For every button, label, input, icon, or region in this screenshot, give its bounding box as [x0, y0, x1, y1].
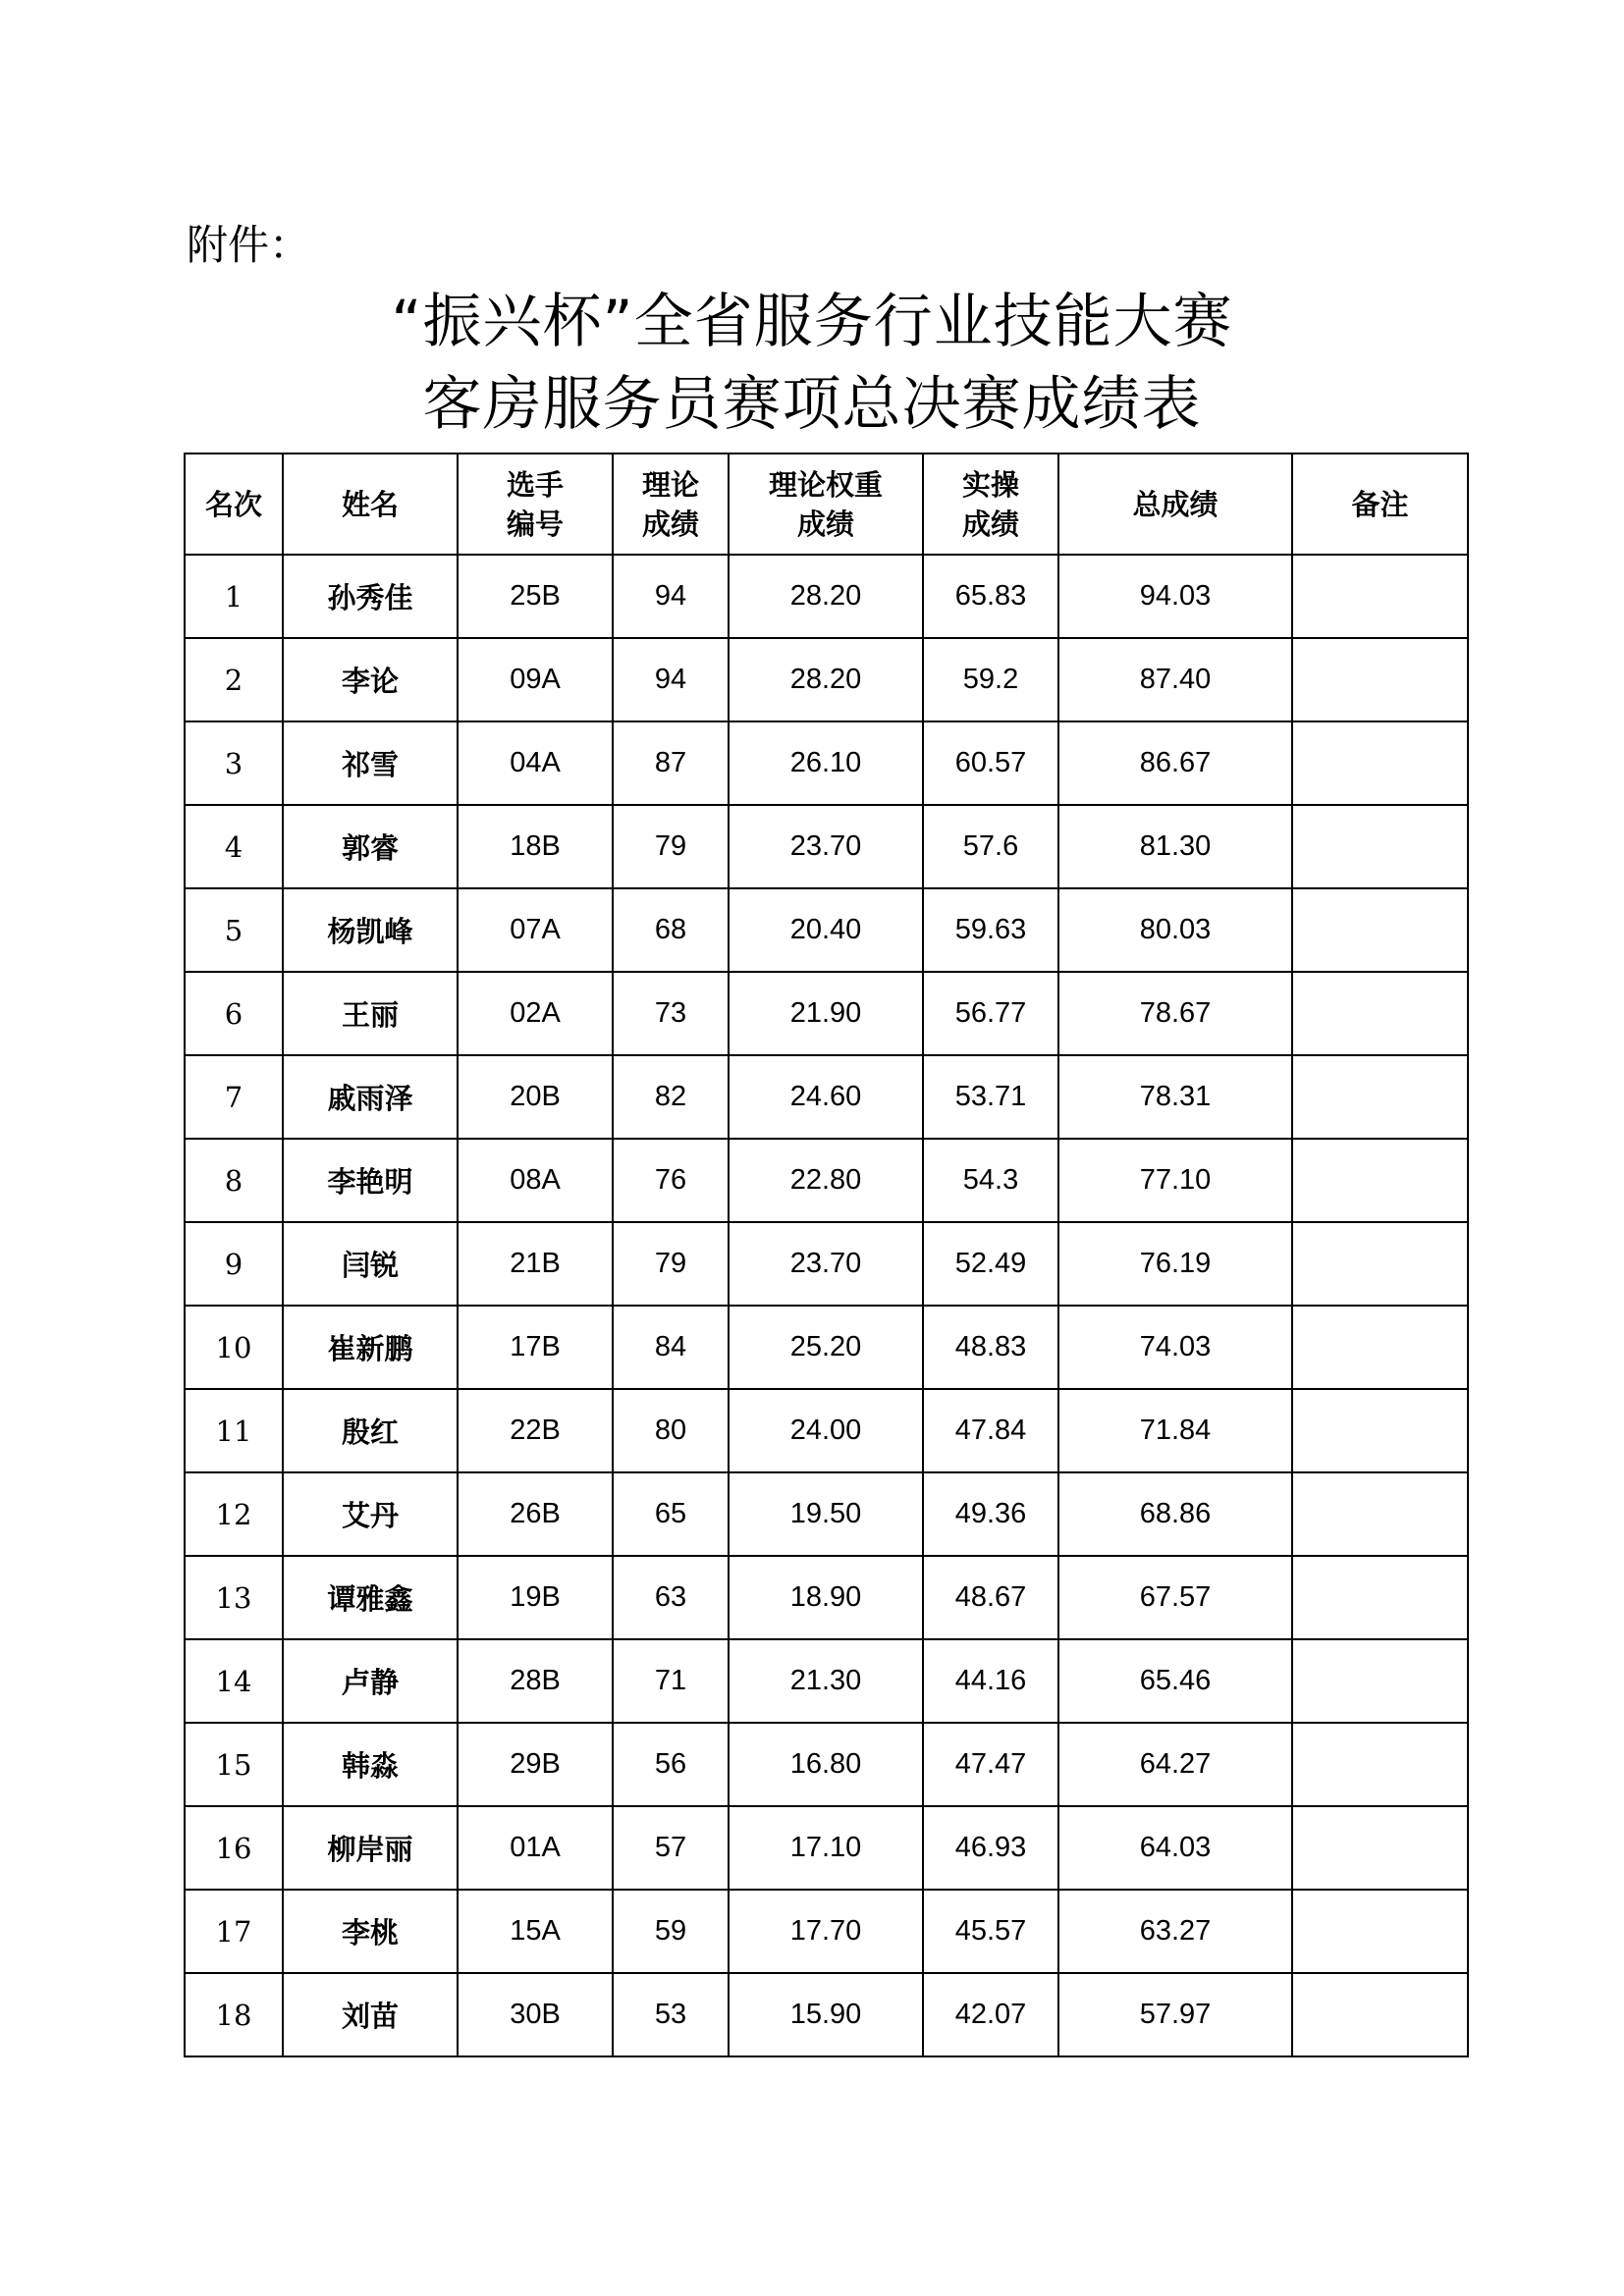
practical-score-cell: 65.83: [923, 555, 1058, 638]
document-title-line-2: 客房服务员赛项总决赛成绩表: [422, 370, 1202, 439]
weighted-score-cell: 24.60: [729, 1055, 923, 1139]
theory-score-cell: 63: [613, 1556, 729, 1639]
remarks-cell: [1292, 1472, 1468, 1556]
total-score-cell: 94.03: [1058, 555, 1292, 638]
remarks-cell: [1292, 1139, 1468, 1222]
total-score-cell: 64.27: [1058, 1723, 1292, 1806]
name-cell: 闫锐: [283, 1222, 458, 1306]
weighted-score-cell: 26.10: [729, 721, 923, 805]
total-score-cell: 71.84: [1058, 1389, 1292, 1472]
remarks-cell: [1292, 1055, 1468, 1139]
rank-cell: 14: [185, 1639, 283, 1723]
theory-score-cell: 76: [613, 1139, 729, 1222]
remarks-cell: [1292, 1890, 1468, 1973]
remarks-cell: [1292, 972, 1468, 1055]
table-row: [185, 1222, 1468, 1306]
practical-score-cell: 57.6: [923, 805, 1058, 888]
rank-cell: 8: [185, 1139, 283, 1222]
table-row: [185, 972, 1468, 1055]
table-row: [185, 555, 1468, 638]
name-cell: 李论: [283, 638, 458, 721]
weighted-score-cell: 23.70: [729, 1222, 923, 1306]
theory-score-cell: 59: [613, 1890, 729, 1973]
rank-cell: 2: [185, 638, 283, 721]
total-score-cell: 87.40: [1058, 638, 1292, 721]
remarks-cell: [1292, 555, 1468, 638]
rank-cell: 15: [185, 1723, 283, 1806]
theory-score-cell: 65: [613, 1472, 729, 1556]
rank-cell: 1: [185, 555, 283, 638]
weighted-score-cell: 20.40: [729, 888, 923, 972]
table-row: [185, 721, 1468, 805]
remarks-cell: [1292, 1306, 1468, 1389]
theory-score-cell: 79: [613, 1222, 729, 1306]
table-row: [185, 1306, 1468, 1389]
contestant-id-cell: 28B: [458, 1639, 613, 1723]
remarks-cell: [1292, 805, 1468, 888]
practical-score-cell: 53.71: [923, 1055, 1058, 1139]
weighted-score-cell: 17.70: [729, 1890, 923, 1973]
remarks-cell: [1292, 1556, 1468, 1639]
name-cell: 刘苗: [283, 1973, 458, 2056]
contestant-id-cell: 22B: [458, 1389, 613, 1472]
header-row: [185, 454, 1468, 555]
contestant-id-cell: 29B: [458, 1723, 613, 1806]
contestant-id-cell: 21B: [458, 1222, 613, 1306]
table-row: [185, 1973, 1468, 2056]
table-row: [185, 1556, 1468, 1639]
practical-score-cell: 60.57: [923, 721, 1058, 805]
name-cell: 韩淼: [283, 1723, 458, 1806]
weighted-score-cell: 16.80: [729, 1723, 923, 1806]
contestant-id-cell: 20B: [458, 1055, 613, 1139]
rank-cell: 12: [185, 1472, 283, 1556]
table-row: [185, 1723, 1468, 1806]
theory-score-cell: 79: [613, 805, 729, 888]
table-row: [185, 805, 1468, 888]
header-rank: 名次: [185, 454, 283, 555]
header-weighted-theory-score: 理论权重 成绩: [729, 454, 923, 555]
total-score-cell: 68.86: [1058, 1472, 1292, 1556]
table-row: [185, 1890, 1468, 1973]
rank-cell: 7: [185, 1055, 283, 1139]
document-title-line-1: “振兴杯”全省服务行业技能大赛: [391, 288, 1233, 356]
name-cell: 祁雪: [283, 721, 458, 805]
header-contestant-id: 选手 编号: [458, 454, 613, 555]
practical-score-cell: 49.36: [923, 1472, 1058, 1556]
contestant-id-cell: 02A: [458, 972, 613, 1055]
weighted-score-cell: 22.80: [729, 1139, 923, 1222]
rank-cell: 9: [185, 1222, 283, 1306]
name-cell: 戚雨泽: [283, 1055, 458, 1139]
practical-score-cell: 47.84: [923, 1389, 1058, 1472]
table-row: [185, 1639, 1468, 1723]
table-row: [185, 1472, 1468, 1556]
theory-score-cell: 53: [613, 1973, 729, 2056]
total-score-cell: 86.67: [1058, 721, 1292, 805]
contestant-id-cell: 07A: [458, 888, 613, 972]
header-remarks: 备注: [1292, 454, 1468, 555]
remarks-cell: [1292, 1806, 1468, 1890]
theory-score-cell: 71: [613, 1639, 729, 1723]
total-score-cell: 67.57: [1058, 1556, 1292, 1639]
contestant-id-cell: 09A: [458, 638, 613, 721]
rank-cell: 11: [185, 1389, 283, 1472]
remarks-cell: [1292, 1639, 1468, 1723]
practical-score-cell: 56.77: [923, 972, 1058, 1055]
weighted-score-cell: 19.50: [729, 1472, 923, 1556]
total-score-cell: 81.30: [1058, 805, 1292, 888]
name-cell: 崔新鹏: [283, 1306, 458, 1389]
remarks-cell: [1292, 638, 1468, 721]
name-cell: 李艳明: [283, 1139, 458, 1222]
practical-score-cell: 52.49: [923, 1222, 1058, 1306]
total-score-cell: 57.97: [1058, 1973, 1292, 2056]
table-row: [185, 1139, 1468, 1222]
theory-score-cell: 57: [613, 1806, 729, 1890]
practical-score-cell: 48.83: [923, 1306, 1058, 1389]
name-cell: 艾丹: [283, 1472, 458, 1556]
weighted-score-cell: 17.10: [729, 1806, 923, 1890]
theory-score-cell: 82: [613, 1055, 729, 1139]
weighted-score-cell: 21.90: [729, 972, 923, 1055]
header-name: 姓名: [283, 454, 458, 555]
total-score-cell: 76.19: [1058, 1222, 1292, 1306]
practical-score-cell: 59.2: [923, 638, 1058, 721]
name-cell: 卢静: [283, 1639, 458, 1723]
rank-cell: 4: [185, 805, 283, 888]
total-score-cell: 78.67: [1058, 972, 1292, 1055]
weighted-score-cell: 28.20: [729, 638, 923, 721]
contestant-id-cell: 01A: [458, 1806, 613, 1890]
contestant-id-cell: 15A: [458, 1890, 613, 1973]
practical-score-cell: 54.3: [923, 1139, 1058, 1222]
contestant-id-cell: 19B: [458, 1556, 613, 1639]
theory-score-cell: 94: [613, 638, 729, 721]
practical-score-cell: 46.93: [923, 1806, 1058, 1890]
rank-cell: 5: [185, 888, 283, 972]
total-score-cell: 74.03: [1058, 1306, 1292, 1389]
rank-cell: 3: [185, 721, 283, 805]
header-practical-score: 实操 成绩: [923, 454, 1058, 555]
weighted-score-cell: 21.30: [729, 1639, 923, 1723]
practical-score-cell: 45.57: [923, 1890, 1058, 1973]
remarks-cell: [1292, 721, 1468, 805]
contestant-id-cell: 26B: [458, 1472, 613, 1556]
rank-cell: 16: [185, 1806, 283, 1890]
theory-score-cell: 56: [613, 1723, 729, 1806]
header-theory-score: 理论 成绩: [613, 454, 729, 555]
weighted-score-cell: 28.20: [729, 555, 923, 638]
total-score-cell: 77.10: [1058, 1139, 1292, 1222]
theory-score-cell: 73: [613, 972, 729, 1055]
rank-cell: 10: [185, 1306, 283, 1389]
practical-score-cell: 42.07: [923, 1973, 1058, 2056]
name-cell: 王丽: [283, 972, 458, 1055]
remarks-cell: [1292, 888, 1468, 972]
name-cell: 杨凯峰: [283, 888, 458, 972]
weighted-score-cell: 18.90: [729, 1556, 923, 1639]
rank-cell: 6: [185, 972, 283, 1055]
theory-score-cell: 80: [613, 1389, 729, 1472]
total-score-cell: 78.31: [1058, 1055, 1292, 1139]
total-score-cell: 65.46: [1058, 1639, 1292, 1723]
table-row: [185, 888, 1468, 972]
remarks-cell: [1292, 1973, 1468, 2056]
theory-score-cell: 87: [613, 721, 729, 805]
theory-score-cell: 94: [613, 555, 729, 638]
contestant-id-cell: 04A: [458, 721, 613, 805]
theory-score-cell: 68: [613, 888, 729, 972]
name-cell: 郭睿: [283, 805, 458, 888]
remarks-cell: [1292, 1222, 1468, 1306]
rank-cell: 13: [185, 1556, 283, 1639]
table-row: [185, 638, 1468, 721]
table-row: [185, 1055, 1468, 1139]
weighted-score-cell: 23.70: [729, 805, 923, 888]
total-score-cell: 63.27: [1058, 1890, 1292, 1973]
total-score-cell: 80.03: [1058, 888, 1292, 972]
remarks-cell: [1292, 1389, 1468, 1472]
weighted-score-cell: 15.90: [729, 1973, 923, 2056]
attachment-label: 附件：: [187, 221, 311, 269]
rank-cell: 18: [185, 1973, 283, 2056]
table-row: [185, 1806, 1468, 1890]
contestant-id-cell: 17B: [458, 1306, 613, 1389]
theory-score-cell: 84: [613, 1306, 729, 1389]
name-cell: 柳岸丽: [283, 1806, 458, 1890]
header-total-score: 总成绩: [1058, 454, 1292, 555]
remarks-cell: [1292, 1723, 1468, 1806]
rank-cell: 17: [185, 1890, 283, 1973]
table-row: [185, 1389, 1468, 1472]
name-cell: 殷红: [283, 1389, 458, 1472]
weighted-score-cell: 25.20: [729, 1306, 923, 1389]
weighted-score-cell: 24.00: [729, 1389, 923, 1472]
practical-score-cell: 47.47: [923, 1723, 1058, 1806]
contestant-id-cell: 18B: [458, 805, 613, 888]
contestant-id-cell: 25B: [458, 555, 613, 638]
contestant-id-cell: 30B: [458, 1973, 613, 2056]
name-cell: 谭雅鑫: [283, 1556, 458, 1639]
name-cell: 李桃: [283, 1890, 458, 1973]
total-score-cell: 64.03: [1058, 1806, 1292, 1890]
contestant-id-cell: 08A: [458, 1139, 613, 1222]
name-cell: 孙秀佳: [283, 555, 458, 638]
practical-score-cell: 59.63: [923, 888, 1058, 972]
practical-score-cell: 48.67: [923, 1556, 1058, 1639]
results-table: [184, 453, 1469, 2057]
practical-score-cell: 44.16: [923, 1639, 1058, 1723]
